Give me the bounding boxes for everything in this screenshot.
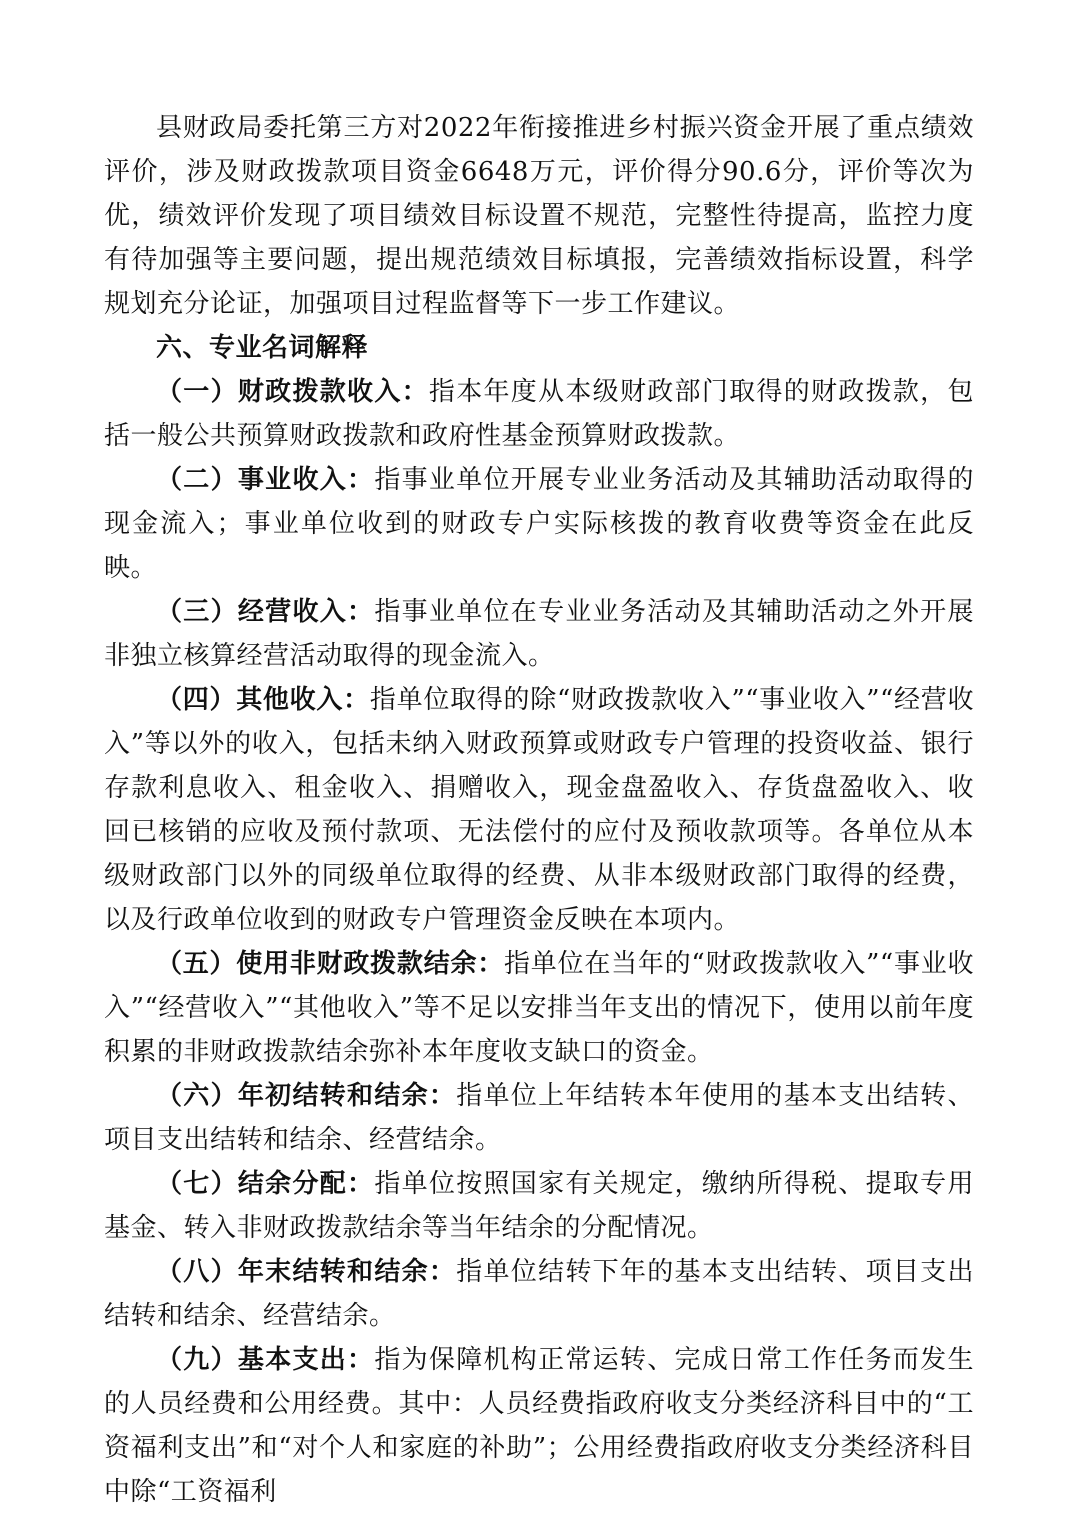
term-definition: 指单位结转下年的基本支出结转、项目支出结转和结余、经营结余。	[104, 1257, 974, 1331]
term-definition: 指单位取得的除“财政拨款收入”“事业收入”“经营收入”等以外的收入，包括未纳入财政预算或财政专户管理的投资收益、银行存款利息收入、租金收入、捐赠收入，现金盘盈收入、存货盘盈收入、收回已核销的应收及预付款项、无法偿付的应付及预收款项等。各单位从本级财政部门以外的同级单位取得的经费、从非本级财政部门取得的经费，以及行政单位收到的财政专户管理资金反映在本项内。	[104, 685, 974, 935]
term-definition: 指事业单位在专业业务活动及其辅助活动之外开展非独立核算经营活动取得的现金流入。	[104, 597, 974, 671]
term-definition: 指为保障机构正常运转、完成日常工作任务而发生的人员经费和公用经费。其中：人员经费指政府收支分类经济科目中的“工资福利支出”和“对个人和家庭的补助”；公用经费指政府收支分类经济科目中除“工资福利	[104, 1345, 974, 1507]
term-paragraph	[104, 942, 974, 1074]
term-label: （九）基本支出：	[156, 1345, 375, 1375]
term-paragraph	[104, 590, 974, 678]
term-label: （三）经营收入：	[156, 597, 375, 627]
term-paragraph	[104, 370, 974, 458]
term-paragraph	[104, 1074, 974, 1162]
term-definition: 指事业单位开展专业业务活动及其辅助活动取得的现金流入；事业单位收到的财政专户实际核拨的教育收费等资金在此反映。	[104, 465, 974, 583]
term-definition: 指单位上年结转本年使用的基本支出结转、项目支出结转和结余、经营结余。	[104, 1081, 974, 1155]
intro-paragraph: 县财政局委托第三方对2022年衔接推进乡村振兴资金开展了重点绩效评价，涉及财政拨款项目资金6648万元，评价得分90.6分，评价等次为优，绩效评价发现了项目绩效目标设置不规范，完整性待提高，监控力度有待加强等主要问题，提出规范绩效目标填报，完善绩效指标设置，科学规划充分论证，加强项目过程监督等下一步工作建议。	[104, 113, 974, 319]
term-label: （六）年初结转和结余：	[156, 1081, 457, 1111]
term-paragraph	[104, 1338, 974, 1514]
document-page	[104, 106, 974, 1514]
term-definition: 指单位在当年的“财政拨款收入”“事业收入”“经营收入”“其他收入”等不足以安排当年支出的情况下，使用以前年度积累的非财政拨款结余弥补本年度收支缺口的资金。	[104, 949, 974, 1067]
term-paragraph	[104, 1250, 974, 1338]
term-paragraph	[104, 1162, 974, 1250]
term-label: （二）事业收入：	[156, 465, 375, 495]
term-paragraph	[104, 458, 974, 590]
term-label: （一）财政拨款收入：	[156, 377, 429, 407]
term-label: （五）使用非财政拨款结余：	[156, 949, 505, 979]
term-label: （八）年末结转和结余：	[156, 1257, 457, 1287]
term-label: （四）其他收入：	[156, 685, 370, 715]
term-label: （七）结余分配：	[156, 1169, 375, 1199]
section-heading: 六、专业名词解释	[156, 333, 369, 363]
term-definition: 指本年度从本级财政部门取得的财政拨款，包括一般公共预算财政拨款和政府性基金预算财政拨款。	[104, 377, 974, 451]
term-definition: 指单位按照国家有关规定，缴纳所得税、提取专用基金、转入非财政拨款结余等当年结余的分配情况。	[104, 1169, 974, 1243]
term-paragraph	[104, 678, 974, 942]
